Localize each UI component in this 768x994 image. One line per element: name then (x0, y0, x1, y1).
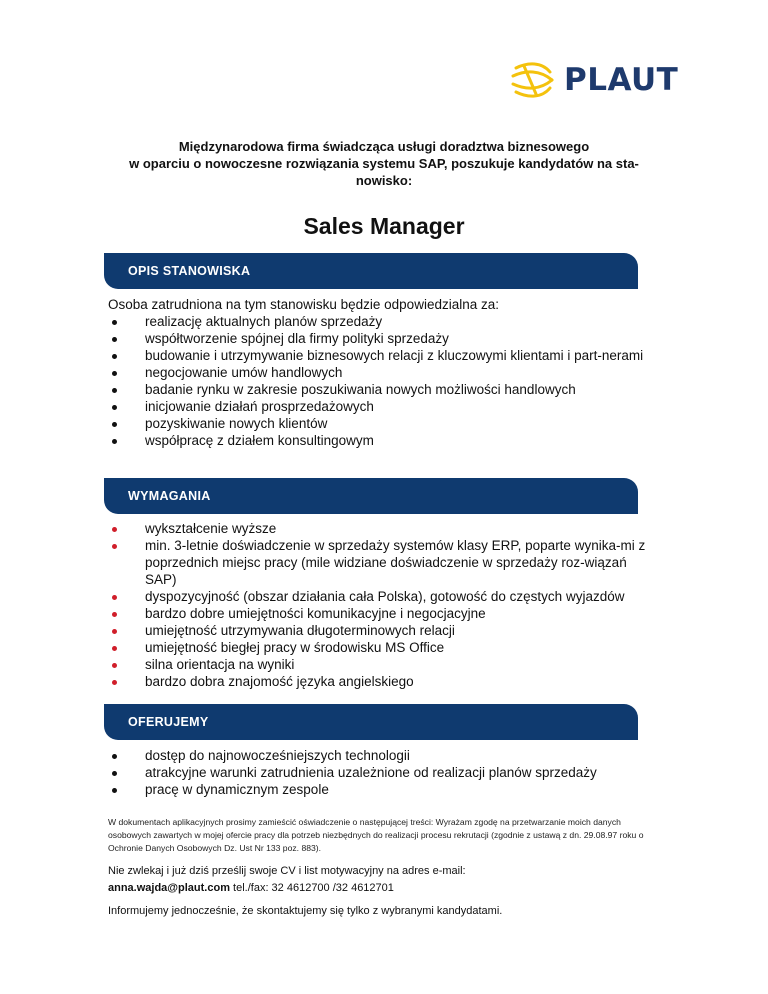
requirements-list (108, 520, 648, 690)
intro-line: nowisko: (355, 173, 413, 188)
list-item: dyspozycyjność (obszar działania cała Polska), gotowość do częstych wyjazdów (108, 588, 648, 605)
list-item: realizację aktualnych planów sprzedaży (108, 313, 648, 330)
list-item: współtworzenie spójnej dla firmy polityki sprzedaży (108, 330, 648, 347)
list-item: pozyskiwanie nowych klientów (108, 415, 648, 432)
section-heading-description: OPIS STANOWISKA (104, 253, 638, 289)
list-item: inicjowanie działań prosprzedażowych (108, 398, 648, 415)
list-item: pracę w dynamicznym zespole (108, 781, 648, 798)
list-item: umiejętność biegłej pracy w środowisku MS Office (108, 639, 648, 656)
section-heading-requirements: WYMAGANIA (104, 478, 638, 514)
job-title: Sales Manager (303, 213, 465, 239)
description-list (108, 313, 648, 449)
section-heading-offer: OFERUJEMY (104, 704, 638, 740)
list-item: współpracę z działem konsultingowym (108, 432, 648, 449)
contact-phone: tel./fax: 32 4612700 /32 4612701 (229, 882, 394, 894)
brand-name: PLAUT (564, 62, 679, 98)
list-item: wykształcenie wyższe (108, 520, 648, 537)
gdpr-disclaimer: W dokumentach aplikacyjnych prosimy zamieścić oświadczenie o następującej treści: Wyrażam zgodę na przetwarzanie moich danych osobowych zawartych w mojej ofercie pracy dla potrzeb niezbędnych do realizacji procesu rekrutacji (zgodnie z ustawą z dn. 29.08.97 roku o Ochronie Danych Osobowych Dz. Ust Nr 133 poz. 883). (108, 817, 644, 853)
list-item: bardzo dobre umiejętności komunikacyjne i negocjacyjne (108, 605, 648, 622)
intro-line: Międzynarodowa firma świadcząca usługi doradztwa biznesowego (178, 139, 590, 154)
contact-details (108, 882, 394, 894)
company-intro (108, 138, 660, 189)
contact-note: Informujemy jednocześnie, że skontaktujemy się tylko z wybranymi kandydatami. (108, 905, 503, 917)
intro-line: w oparciu o nowoczesne rozwiązania systemu SAP, poszukuje kandydatów na sta- (129, 156, 639, 171)
list-item: budowanie i utrzymywanie biznesowych relacji z kluczowymi klientami i part-nerami (108, 347, 648, 364)
list-item: dostęp do najnowocześniejszych technologii (108, 747, 648, 764)
list-item: silna orientacja na wyniki (108, 656, 648, 673)
description-lead: Osoba zatrudniona na tym stanowisku będzie odpowiedzialna za: (108, 297, 499, 312)
list-item: badanie rynku w zakresie poszukiwania nowych możliwości handlowych (108, 381, 648, 398)
list-item: negocjowanie umów handlowych (108, 364, 648, 381)
list-item: atrakcyjne warunki zatrudnienia uzależnione od realizacji planów sprzedaży (108, 764, 648, 781)
plaut-swirl-icon (510, 60, 558, 100)
contact-email[interactable]: anna.wajda@plaut.com (108, 882, 230, 894)
list-item: umiejętność utrzymywania długoterminowych relacji (108, 622, 648, 639)
list-item: bardzo dobra znajomość języka angielskiego (108, 673, 648, 690)
contact-cta: Nie zwlekaj i już dziś prześlij swoje CV i list motywacyjny na adres e-mail: (108, 865, 466, 877)
company-logo (510, 60, 700, 100)
list-item: min. 3-letnie doświadczenie w sprzedaży systemów klasy ERP, poparte wynika-mi z poprzednich miejsc pracy (mile widziane doświadczenie w sprzedaży roz-wiązań SAP) (108, 537, 648, 588)
offer-list (108, 747, 648, 798)
